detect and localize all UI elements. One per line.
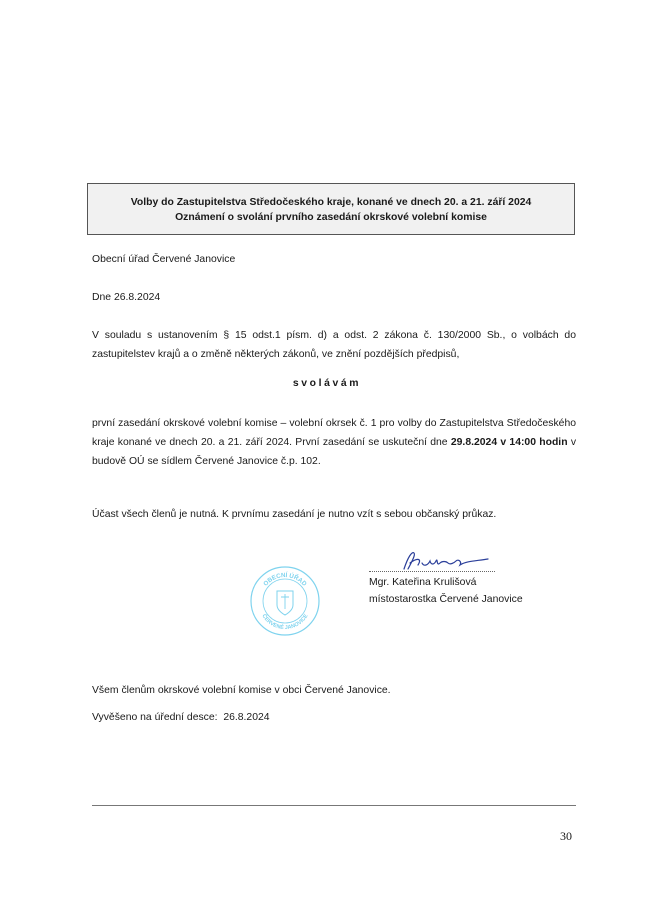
header-box [87, 183, 575, 235]
signature-line [369, 571, 495, 572]
signatory-name: Mgr. Kateřina Krulišová [369, 577, 477, 588]
meeting-text-part1: první zasedání okrskové volební komise – volební okrsek č. 1 pro volby do Zastupitelstva Středočeského kraje konané ve dnech 20. a 21. září 2024. První zasedání se uskuteční dne [92, 418, 576, 448]
legal-basis-paragraph: V souladu s ustanovením § 15 odst.1 písm. d) a odst. 2 zákona č. 130/2000 Sb., o volbách do zastupitelstev krajů a o změně některých zákonů, ve znění pozdějších předpisů, [92, 330, 576, 360]
meeting-text-part2: v budově OÚ se sídlem Červené Janovice č.p. 102. [92, 437, 577, 467]
svg-text:OBECNÍ ÚŘAD [262, 571, 308, 588]
addressees: Všem členům okrskové volební komise v obci Červené Janovice. [92, 685, 391, 696]
attendance-note: Účast všech členů je nutná. K prvnímu zasedání je nutno vzít s sebou občanský průkaz. [92, 509, 497, 520]
stamp-text-bottom: ČERVENÉ JANOVICE [260, 613, 310, 632]
signatory-title: místostarostka Červené Janovice [369, 594, 523, 605]
header-title: Volby do Zastupitelstva Středočeského kraje, konané ve dnech 20. a 21. září 2024 [130, 197, 532, 208]
footer-divider [92, 805, 576, 806]
meeting-paragraph [92, 414, 576, 471]
header-subtitle: Oznámení o svolání prvního zasedání okrskové volební komise [175, 211, 487, 223]
meeting-datetime: 29.8.2024 v 14:00 hodin [450, 437, 568, 448]
page-number: 30 [560, 829, 572, 843]
date-line: Dne 26.8.2024 [92, 292, 161, 303]
handwritten-signature [396, 549, 492, 573]
stamp-text-top: OBECNÍ ÚŘAD [262, 571, 308, 588]
posted-notice: Vyvěšeno na úřední desce: 26.8.2024 [92, 712, 270, 723]
official-stamp [249, 565, 321, 637]
convene-heading: svolávám [292, 378, 362, 389]
office-name: Obecní úřad Červené Janovice [92, 254, 236, 265]
svg-text:ČERVENÉ JANOVICE [260, 613, 309, 631]
